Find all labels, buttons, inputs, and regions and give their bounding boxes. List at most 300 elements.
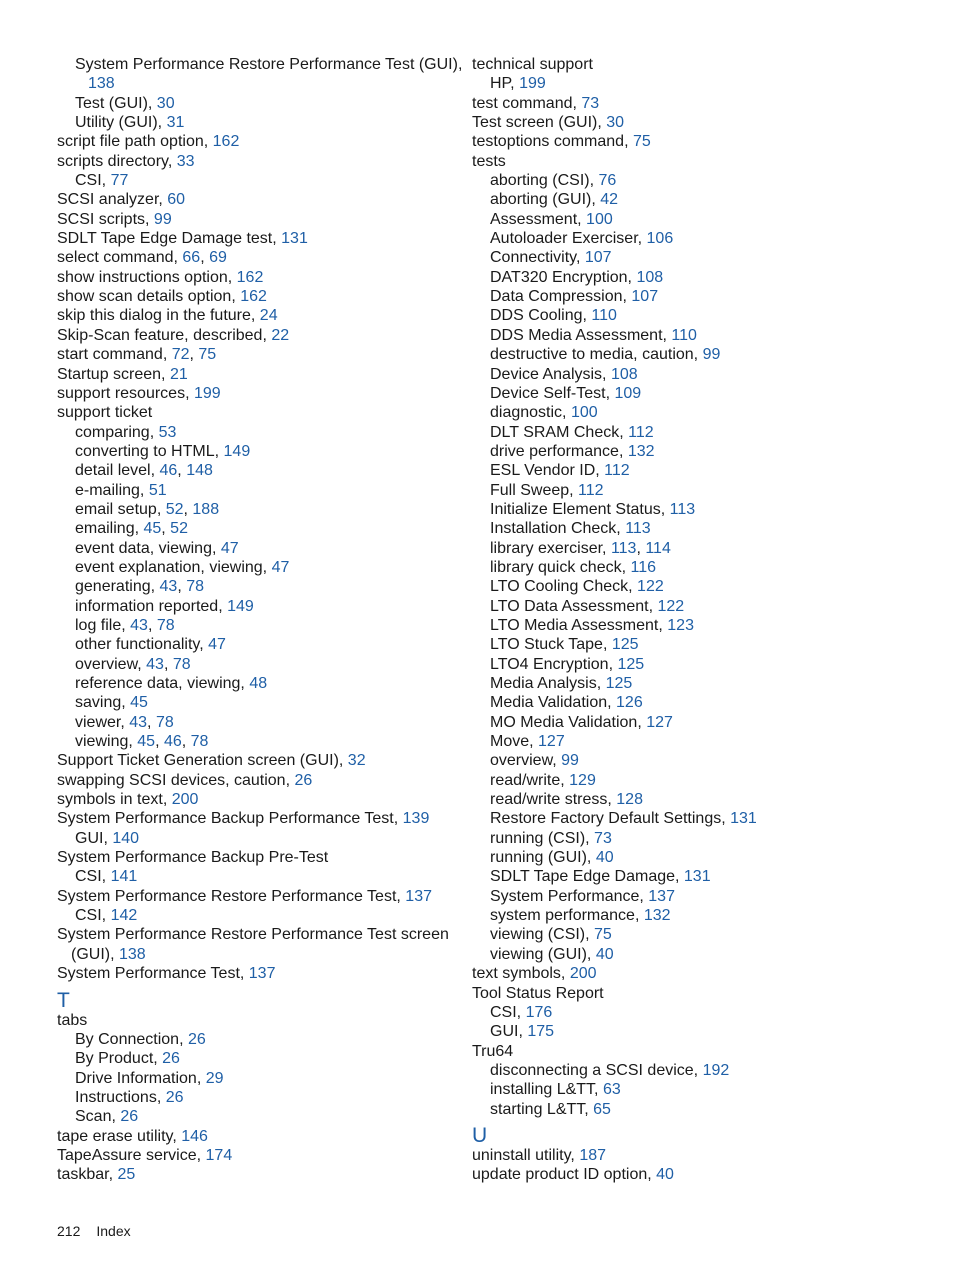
- page-link[interactable]: 33: [176, 152, 195, 170]
- index-term: LTO Stuck Tape,: [490, 636, 608, 654]
- page-link[interactable]: 51: [148, 481, 167, 499]
- page-link[interactable]: 60: [167, 191, 186, 209]
- index-entry: [57, 326, 467, 345]
- index-term: System Performance,: [490, 887, 644, 905]
- page-link[interactable]: 45: [143, 520, 162, 538]
- index-subentry: [57, 55, 467, 94]
- index-section-letter: T: [57, 988, 70, 1012]
- index-subentry: [57, 1088, 467, 1107]
- index-subentry: [472, 829, 882, 848]
- page-link[interactable]: 21: [169, 365, 188, 383]
- page-link[interactable]: 26: [120, 1108, 139, 1126]
- index-term: tabs: [57, 1011, 88, 1029]
- page-link[interactable]: 46: [159, 462, 178, 480]
- index-subentry: viewer, 43, 78: [75, 713, 174, 731]
- index-term: viewing (CSI),: [490, 926, 590, 944]
- index-subentry: [472, 229, 882, 248]
- index-term: aborting (CSI),: [490, 172, 595, 190]
- index-entry: [57, 964, 467, 983]
- page-link[interactable]: 122: [637, 578, 664, 596]
- index-term: Tool Status Report: [472, 984, 604, 1002]
- index-subentry: overview, 43, 78: [75, 655, 191, 673]
- index-term: LTO Data Assessment,: [490, 597, 654, 615]
- index-term: support ticket: [57, 404, 153, 422]
- page-link[interactable]: 110: [671, 326, 697, 344]
- index-subentry: [472, 925, 882, 944]
- page-link[interactable]: 78: [190, 733, 209, 751]
- page-link[interactable]: 77: [110, 172, 129, 190]
- index-subentry: [472, 1003, 882, 1022]
- index-entry: [57, 306, 467, 325]
- index-subentry: [472, 693, 882, 712]
- page-link[interactable]: 127: [538, 733, 565, 751]
- index-subentry: email setup, 52, 188: [75, 500, 220, 518]
- page-link[interactable]: 24: [259, 307, 278, 325]
- page-link[interactable]: 107: [631, 288, 659, 306]
- index-term: Media Validation,: [490, 694, 612, 712]
- page-link[interactable]: 123: [667, 616, 694, 634]
- page-link[interactable]: 148: [186, 462, 213, 480]
- index-term: Autoloader Exerciser,: [490, 230, 643, 248]
- index-subentry: [472, 674, 882, 693]
- index-term: test command,: [472, 94, 577, 112]
- index-term: log file,: [75, 616, 126, 634]
- page-link[interactable]: 125: [611, 636, 639, 654]
- index-term: LTO Media Assessment,: [490, 616, 663, 634]
- index-term: viewing (GUI),: [490, 945, 592, 963]
- index-term: DDS Media Assessment,: [490, 326, 667, 344]
- index-subentry: [472, 945, 882, 964]
- index-subentry: [472, 713, 882, 732]
- index-entry: [472, 1165, 882, 1184]
- index-term: symbols in text,: [57, 791, 168, 809]
- index-subentry: [472, 577, 882, 596]
- index-term: Test (GUI),: [75, 94, 153, 112]
- page-link[interactable]: 48: [249, 675, 268, 692]
- index-term: Utility (GUI),: [75, 114, 163, 132]
- index-term: SCSI analyzer,: [57, 191, 163, 209]
- index-term: By Connection,: [75, 1030, 184, 1048]
- index-subentry: [472, 210, 882, 229]
- index-subentry: [472, 500, 882, 519]
- index-subentry: detail level, 46, 148: [75, 462, 213, 480]
- index-subentry: [57, 481, 467, 500]
- index-subentry: [472, 423, 882, 442]
- index-term: Data Compression,: [490, 288, 627, 306]
- index-term: Installation Check,: [490, 520, 621, 538]
- page-link[interactable]: 126: [616, 694, 643, 712]
- index-subentry: [472, 906, 882, 925]
- index-entry: [57, 790, 467, 809]
- page-link[interactable]: 30: [156, 94, 175, 112]
- index-term: converting to HTML,: [75, 442, 220, 460]
- page-link[interactable]: 78: [172, 655, 191, 673]
- index-term: SDLT Tape Edge Damage,: [490, 868, 680, 886]
- index-term: Move,: [490, 733, 534, 751]
- index-entry: [57, 229, 467, 248]
- page-link[interactable]: 63: [602, 1081, 621, 1099]
- index-subentry: [57, 1107, 467, 1126]
- page-link[interactable]: 112: [578, 481, 604, 499]
- page-link[interactable]: 106: [646, 230, 674, 248]
- page-link[interactable]: 32: [347, 752, 366, 770]
- index-entry: [472, 1042, 882, 1061]
- index-subentry: [472, 365, 882, 384]
- index-subentry: [472, 384, 882, 403]
- footer-page-number: 212: [57, 1223, 81, 1239]
- index-entry: [472, 964, 882, 983]
- page-link[interactable]: 25: [117, 1166, 136, 1184]
- index-term: By Product,: [75, 1050, 158, 1068]
- index-term: LTO Cooling Check,: [490, 578, 633, 596]
- page-link[interactable]: 76: [598, 172, 617, 190]
- page-link[interactable]: 52: [170, 520, 188, 538]
- index-entry: select command, 66, 69: [57, 249, 227, 267]
- page-link[interactable]: 131: [683, 868, 711, 886]
- page-link[interactable]: 187: [579, 1146, 607, 1164]
- index-subentry: [57, 171, 467, 190]
- page-link[interactable]: 29: [205, 1069, 224, 1087]
- page-link[interactable]: 26: [294, 771, 313, 789]
- index-subentry: [472, 597, 882, 616]
- index-subentry: [472, 287, 882, 306]
- index-term: SCSI scripts,: [57, 210, 150, 228]
- index-term: Device Self-Test,: [490, 384, 611, 402]
- index-subentry: [472, 190, 882, 209]
- index-term: Assessment,: [490, 210, 582, 228]
- index-subentry: [472, 867, 882, 886]
- page-link[interactable]: 146: [181, 1127, 208, 1145]
- index-subentry: [472, 887, 882, 906]
- index-term: Startup screen,: [57, 365, 166, 383]
- page-link[interactable]: 99: [702, 346, 721, 364]
- index-term: starting L&TT,: [490, 1100, 589, 1118]
- index-term: other functionality,: [75, 636, 204, 654]
- page-link[interactable]: 31: [166, 114, 185, 132]
- index-term: uninstall utility,: [472, 1146, 575, 1164]
- page-link[interactable]: 73: [594, 829, 612, 847]
- page-link[interactable]: 174: [205, 1146, 233, 1164]
- page-link[interactable]: 78: [186, 578, 204, 596]
- index-term: start command,: [57, 346, 168, 364]
- index-term: taskbar,: [57, 1166, 114, 1184]
- index-term: System Performance Restore Performance Test,: [57, 887, 401, 905]
- page-link[interactable]: 43: [159, 578, 178, 596]
- index-entry: [57, 1165, 467, 1184]
- page-link[interactable]: 162: [236, 268, 264, 286]
- page-link[interactable]: 100: [586, 210, 613, 228]
- index-term: Connectivity,: [490, 249, 581, 267]
- page-link[interactable]: 131: [730, 810, 757, 828]
- index-entry: [57, 190, 467, 209]
- page-link[interactable]: 26: [162, 1050, 180, 1068]
- index-term: saving,: [75, 694, 126, 712]
- page-link[interactable]: 142: [110, 907, 138, 925]
- index-term: skip this dialog in the future,: [57, 307, 256, 325]
- page-link[interactable]: 69: [209, 249, 227, 267]
- page-link[interactable]: 47: [208, 636, 226, 654]
- index-term: TapeAssure service,: [57, 1146, 202, 1164]
- index-entry: [57, 287, 467, 306]
- page-link[interactable]: 127: [646, 713, 673, 731]
- index-entry: [472, 55, 882, 74]
- index-term: scripts directory,: [57, 152, 173, 170]
- page-link[interactable]: 112: [604, 462, 630, 480]
- index-subentry: [57, 597, 467, 616]
- page-link[interactable]: 110: [591, 307, 617, 325]
- index-term: emailing,: [75, 520, 140, 538]
- page-link[interactable]: 137: [648, 887, 675, 905]
- page-link[interactable]: 132: [643, 907, 671, 925]
- page-link[interactable]: 53: [158, 423, 177, 441]
- page-link[interactable]: 109: [614, 384, 642, 402]
- index-subentry: [472, 790, 882, 809]
- page-link[interactable]: 132: [627, 442, 655, 460]
- index-term: email setup,: [75, 500, 162, 518]
- index-entry: [57, 365, 467, 384]
- page-link[interactable]: 122: [657, 597, 685, 615]
- index-subentry: [472, 1080, 882, 1099]
- page-link[interactable]: 45: [130, 694, 148, 712]
- index-subentry: [472, 771, 882, 790]
- index-subentry: [57, 113, 467, 132]
- page-link[interactable]: 78: [155, 713, 174, 731]
- index-entry: [57, 152, 467, 171]
- page-link[interactable]: 139: [402, 810, 430, 828]
- index-term: Support Ticket Generation screen (GUI),: [57, 752, 344, 770]
- page-link[interactable]: 26: [165, 1088, 184, 1106]
- index-subentry: [57, 94, 467, 113]
- index-term: Scan,: [75, 1108, 116, 1126]
- index-term: CSI,: [75, 868, 107, 886]
- index-term: GUI,: [75, 829, 108, 847]
- page-link[interactable]: 108: [610, 365, 638, 383]
- index-term: System Performance Test,: [57, 965, 245, 983]
- index-subentry: [472, 248, 882, 267]
- index-term: detail level,: [75, 462, 156, 480]
- index-subentry: [57, 867, 467, 886]
- index-subentry: [472, 442, 882, 461]
- index-entry: [57, 887, 467, 906]
- index-subentry: [472, 655, 882, 674]
- page-link[interactable]: 75: [198, 346, 217, 364]
- page-link[interactable]: 66: [182, 249, 201, 267]
- page-link[interactable]: 162: [240, 288, 267, 306]
- index-term: information reported,: [75, 597, 223, 615]
- index-subentry: [472, 481, 882, 500]
- index-entry: [57, 751, 467, 770]
- index-term: aborting (GUI),: [490, 191, 596, 209]
- index-term: read/write stress,: [490, 791, 612, 809]
- index-subentry: [472, 74, 882, 93]
- page-link[interactable]: 22: [271, 326, 290, 344]
- page-link[interactable]: 47: [220, 539, 239, 557]
- index-subentry: [57, 558, 467, 577]
- index-term: tests: [472, 152, 506, 170]
- index-subentry: [472, 345, 882, 364]
- index-subentry: [57, 635, 467, 654]
- index-term: destructive to media, caution,: [490, 346, 699, 364]
- index-subentry: [57, 829, 467, 848]
- index-term: show instructions option,: [57, 268, 233, 286]
- page-link[interactable]: 125: [617, 655, 645, 673]
- page-link[interactable]: 199: [193, 384, 221, 402]
- page-link[interactable]: 43: [146, 655, 164, 673]
- page-link[interactable]: 113: [625, 520, 651, 538]
- page-link[interactable]: 42: [600, 191, 619, 209]
- index-term: running (GUI),: [490, 849, 592, 867]
- page-link[interactable]: 47: [271, 558, 290, 576]
- page-link[interactable]: 72: [171, 346, 190, 364]
- index-subentry: [472, 1022, 882, 1041]
- page-link[interactable]: 116: [630, 558, 657, 576]
- page-link[interactable]: 140: [112, 829, 140, 847]
- page-link[interactable]: 192: [702, 1061, 730, 1079]
- page-link[interactable]: 188: [192, 500, 220, 518]
- page-link[interactable]: 138: [119, 945, 146, 963]
- index-section-letter: U: [472, 1123, 488, 1147]
- page-link[interactable]: 200: [569, 965, 597, 983]
- page-link[interactable]: 40: [595, 945, 614, 963]
- page-footer: [57, 1223, 131, 1239]
- index-term: DDS Cooling,: [490, 307, 587, 325]
- index-term: Media Analysis,: [490, 675, 602, 692]
- page-link[interactable]: 113: [610, 539, 637, 557]
- index-term: testoptions command,: [472, 133, 629, 151]
- page-link[interactable]: 113: [669, 500, 696, 518]
- page-link[interactable]: 199: [519, 75, 546, 93]
- index-subentry: generating, 43, 78: [75, 578, 204, 596]
- page-link[interactable]: 43: [130, 616, 148, 634]
- index-term: viewer,: [75, 713, 125, 731]
- page-link[interactable]: 131: [281, 230, 308, 248]
- index-entry: [57, 132, 467, 151]
- index-term: update product ID option,: [472, 1166, 652, 1184]
- index-column-right: [472, 55, 882, 1185]
- index-entry: [57, 1146, 467, 1165]
- page-link[interactable]: 125: [605, 675, 633, 692]
- index-subentry: [472, 751, 882, 770]
- page-link[interactable]: 128: [616, 791, 643, 809]
- index-entry: [472, 984, 882, 1003]
- index-term: event explanation, viewing,: [75, 558, 268, 576]
- index-term: drive performance,: [490, 442, 624, 460]
- page-link[interactable]: 99: [561, 752, 579, 770]
- page-link[interactable]: 26: [187, 1030, 206, 1048]
- index-subentry: [57, 1030, 467, 1049]
- page-link[interactable]: 100: [570, 404, 598, 422]
- index-term: CSI,: [490, 1003, 522, 1021]
- index-subentry: [472, 326, 882, 345]
- index-term: System Performance Restore Performance Test (GUI),: [75, 56, 463, 73]
- index-term: overview,: [490, 752, 557, 770]
- index-subentry: [472, 403, 882, 422]
- index-subentry: [472, 732, 882, 751]
- index-term: LTO4 Encryption,: [490, 655, 614, 673]
- page-link[interactable]: 137: [248, 965, 276, 983]
- index-term: Test screen (GUI),: [472, 114, 602, 132]
- index-term: Initialize Element Status,: [490, 500, 666, 518]
- page-link[interactable]: 108: [636, 268, 664, 286]
- index-entry: start command, 72, 75: [57, 346, 217, 364]
- index-entry: [472, 152, 882, 171]
- index-term: comparing,: [75, 423, 155, 441]
- index-entry: [57, 1127, 467, 1146]
- index-subentry: log file, 43, 78: [75, 616, 175, 634]
- page-link[interactable]: 175: [527, 1023, 555, 1041]
- index-subentry: [472, 519, 882, 538]
- page-link[interactable]: 30: [606, 114, 625, 132]
- page-link[interactable]: 129: [569, 771, 596, 789]
- index-subentry: [472, 558, 882, 577]
- index-subentry: [472, 809, 882, 828]
- index-term: swapping SCSI devices, caution,: [57, 771, 291, 789]
- page-link[interactable]: 46: [163, 733, 182, 751]
- index-subentry: [472, 306, 882, 325]
- page-link[interactable]: 141: [110, 868, 138, 886]
- page-link[interactable]: 137: [405, 887, 432, 905]
- page-link[interactable]: 114: [645, 539, 671, 557]
- page-link[interactable]: 75: [632, 133, 651, 151]
- index-term: generating,: [75, 578, 156, 596]
- index-subentry: [57, 423, 467, 442]
- page-link[interactable]: 149: [227, 597, 254, 615]
- page-link[interactable]: 138: [88, 75, 115, 93]
- page-link[interactable]: 162: [212, 133, 240, 151]
- page-link[interactable]: 176: [525, 1003, 553, 1021]
- index-term: event data, viewing,: [75, 539, 217, 557]
- index-subentry: [57, 693, 467, 712]
- index-entry: [57, 384, 467, 403]
- page-link[interactable]: 107: [584, 249, 612, 267]
- index-subentry: [57, 1049, 467, 1068]
- index-subentry: [472, 616, 882, 635]
- index-term: Restore Factory Default Settings,: [490, 810, 726, 828]
- index-entry: [472, 94, 882, 113]
- page-link[interactable]: 99: [153, 210, 172, 228]
- index-term: GUI,: [490, 1023, 523, 1041]
- page-link[interactable]: 65: [593, 1100, 611, 1118]
- page-link[interactable]: 40: [656, 1166, 674, 1184]
- index-entry: [57, 848, 467, 867]
- index-subentry: [57, 1069, 467, 1088]
- index-term: e-mailing,: [75, 481, 145, 499]
- index-term: overview,: [75, 655, 142, 673]
- index-term: read/write,: [490, 771, 565, 789]
- page-link[interactable]: 73: [581, 94, 600, 112]
- page-link[interactable]: 52: [165, 500, 184, 518]
- index-term: System Performance Backup Performance Test,: [57, 810, 399, 828]
- index-term: Tru64: [472, 1042, 514, 1060]
- index-term: support resources,: [57, 384, 190, 402]
- page-link[interactable]: 78: [156, 616, 175, 634]
- page-link[interactable]: 149: [223, 442, 251, 460]
- page-link[interactable]: 43: [129, 713, 148, 731]
- index-term: select command,: [57, 249, 178, 267]
- index-subentry: [472, 171, 882, 190]
- page-link[interactable]: 75: [594, 926, 612, 944]
- index-subentry: [472, 1061, 882, 1080]
- page-link[interactable]: 45: [137, 733, 156, 751]
- index-column-left: [57, 55, 467, 1185]
- index-term: System Performance Restore Performance Test screen (GUI),: [57, 926, 449, 963]
- page-link[interactable]: 40: [595, 849, 614, 867]
- index-term: Skip-Scan feature, described,: [57, 326, 267, 344]
- page-link[interactable]: 112: [628, 423, 654, 441]
- index-subentry: [472, 635, 882, 654]
- page-link[interactable]: 200: [171, 791, 199, 809]
- footer-section-label: Index: [96, 1223, 131, 1239]
